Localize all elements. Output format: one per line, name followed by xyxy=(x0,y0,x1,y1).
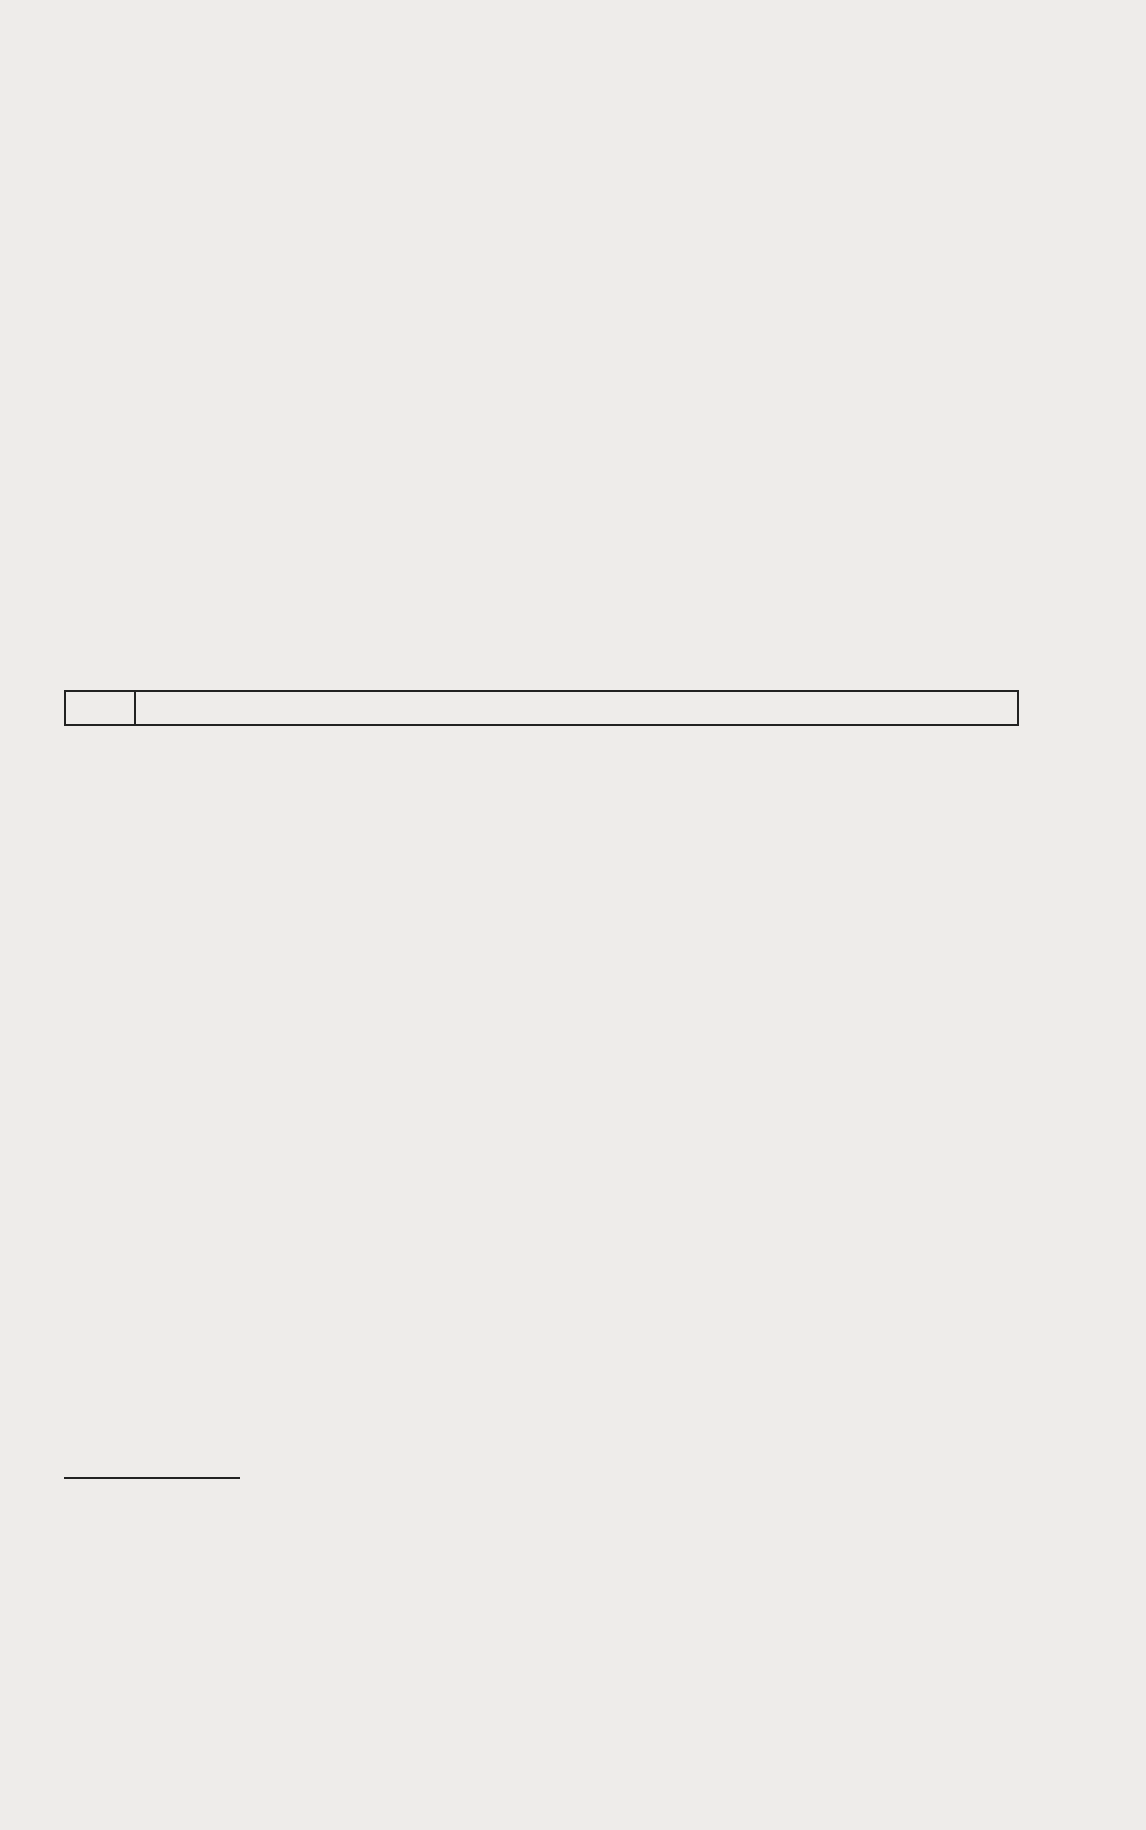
header-number xyxy=(66,692,136,724)
footnote-divider xyxy=(64,1477,240,1479)
header-position xyxy=(518,692,1017,724)
header-fio xyxy=(136,692,518,724)
table-header xyxy=(64,690,1019,726)
